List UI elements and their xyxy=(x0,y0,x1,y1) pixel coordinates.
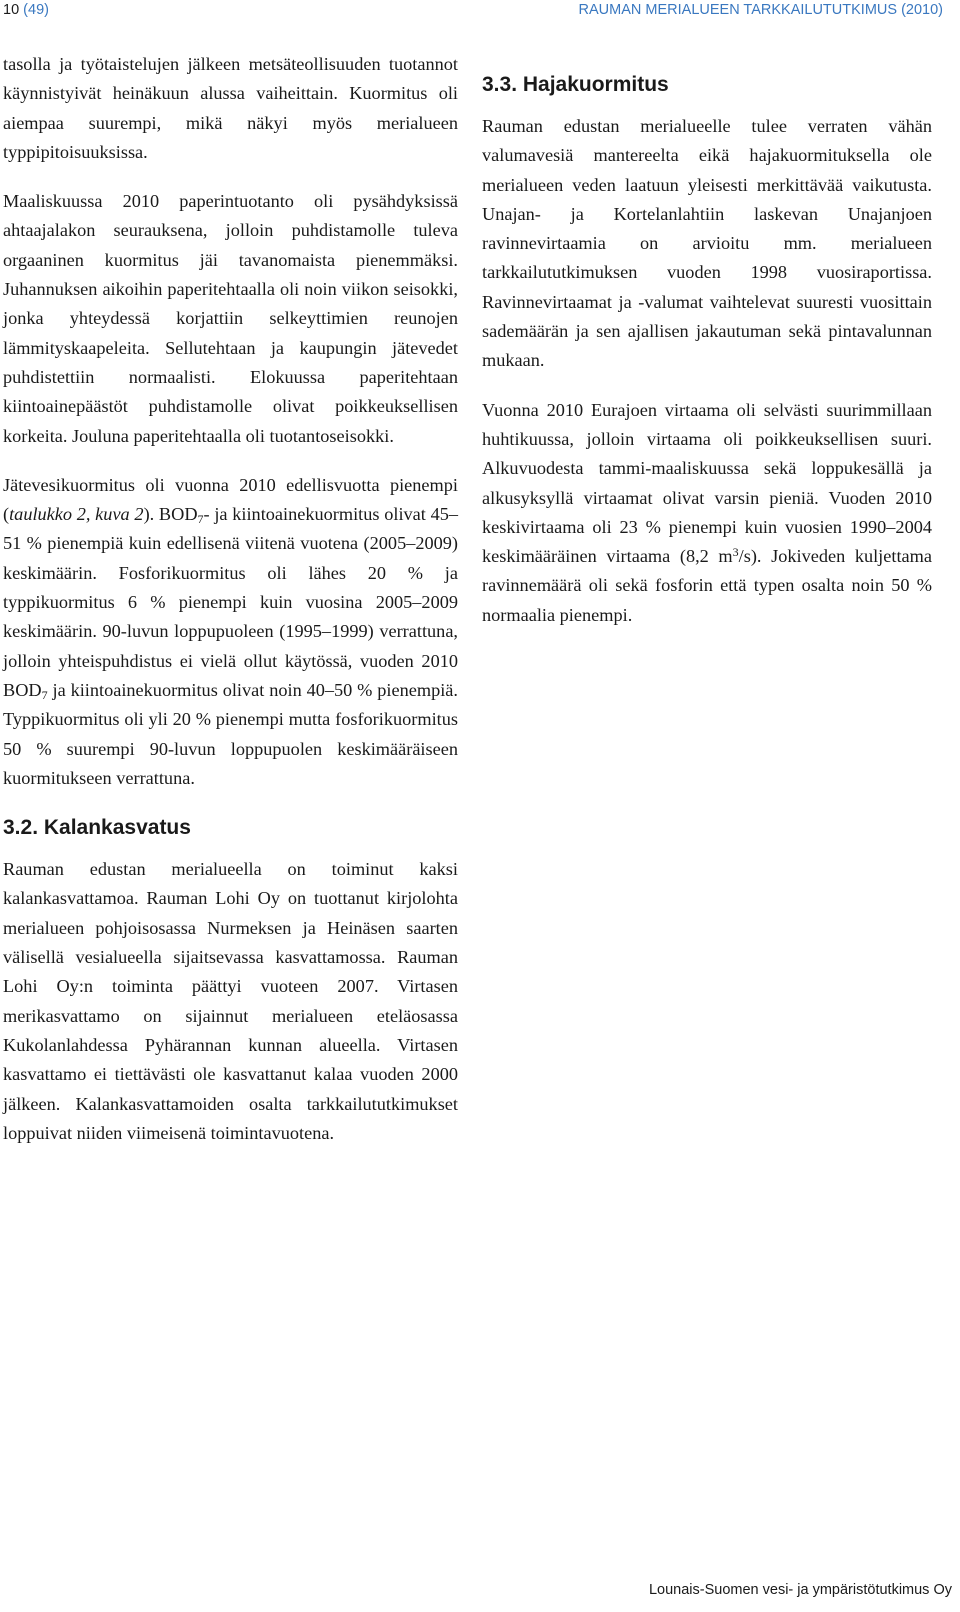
page-header xyxy=(0,2,950,26)
section-heading-fish-farming: 3.2. Kalankasvatus xyxy=(3,816,191,840)
paragraph-diffuse-load: Rauman edustan merialueelle tulee verraten vähän valumavesiä mantereelta eikä hajakuormituksella ole merialueen veden laatuun yleisesti merkittävää vaikutusta. Unajan- ja Kortelanlahtiin laskevan Unajanjoen ravinnevirtaamia on arvioitu mm. merialueen tarkkailututkimuksen vuoden 1998 vuosiraportissa. Ravinnevirtaamat ja -valumat vaihtelevat suuresti vuosittain sademäärän ja sen ajallisen jakautuman sekä pintavalunnan mukaan. xyxy=(482,116,932,371)
page-number-total: (49) xyxy=(23,2,49,18)
page-number-current: 10 xyxy=(3,2,20,18)
paragraph-wastewater-load: Jätevesikuormitus oli vuonna 2010 edellisvuotta pienempi (taulukko 2, kuva 2). $BOD_7-$ ja kiintoainekuormitus olivat 45–51 % pienempiä kuin edellisenä viitenä vuotena (2005–2009) keskimäärin. Fosforikuormitus oli lähes 20 % ja typpikuormitus 6 % pienempi kuin vuosina 2005–2009 keskimäärin. 90-luvun loppupuoleen (1995–1999) verrattuna, jolloin yhteispuhdistus ei vielä ollut käytössä, vuoden 2010 $BOD_7$ ja kiintoainekuormitus olivat noin 40–50 % pienempiä. Typpikuormitus oli yli 20 % pienempi mutta fosforikuormitus 50 % suurempi 90-luvun loppupuolen keskimääräiseen kuormitukseen verrattuna. xyxy=(3,474,458,788)
table-figure-reference: taulukko 2, kuva 2 xyxy=(9,504,144,525)
paragraph-continuation: tasolla ja työtaistelujen jälkeen metsäteollisuuden tuotannot käynnistyivät heinäkuun alussa vaiheittain. Kuormitus oli aiempaa suurempi, mikä näkyi myös merialueen typpipitoisuuksissa. xyxy=(3,54,458,162)
page-footer: Lounais-Suomen vesi- ja ympäristötutkimus Oy xyxy=(648,1582,952,1598)
paragraph-paper-production: Maaliskuussa 2010 paperintuotanto oli pysähdyksissä ahtaajalakon seurauksena, jolloin puhdistamolle tuleva orgaaninen kuormitus jäi tavanomaista pienemmäksi. Juhannuksen aikoihin paperitehtaalla oli noin viikon seisokki, jonka yhteydessä korjattiin selkeyttimien reunojen lämmityskaapeleita. Sellutehtaan ja kaupungin jätevedet puhdistettiin normaalisti. Elokuussa paperitehtaan kiintoainepäästöt puhdistamolle olivat poikkeuksellisen korkeita. Jouluna paperitehtaalla oli tuotantoseisokki. xyxy=(3,191,458,446)
page-number xyxy=(3,2,49,18)
paragraph-eurajoki-flow: Vuonna 2010 Eurajoen virtaama oli selvästi suurimmillaan huhtikuussa, jolloin virtaama oli poikkeuksellisen suuri. Alkuvuodesta tammi-maaliskuussa sekä loppukesällä ja alkusyksyllä virtaamat olivat varsin pieniä. Vuoden 2010 keskivirtaama oli 23 % pienempi kuin vuosien 1990–2004 keskimääräinen virtaama (8,2 $m^3/s$). Jokiveden kuljettama ravinnemäärä oli sekä fosforin että typen osalta noin 50 % normaalia pienempi. xyxy=(482,399,932,625)
right-column xyxy=(482,50,932,650)
paragraph-fish-farming: Rauman edustan merialueella on toiminut kaksi kalankasvattamoa. Rauman Lohi Oy on tuottanut kirjolohta merialueen pohjoisosassa Nurmeksen ja Heinäsen saarten välisellä vesialueella sijaitsevassa kasvattamossa. Rauman Lohi Oy:n toiminta päättyi vuoteen 2007. Virtasen merikasvattamo on sijainnut merialueen eteläosassa Kukolanlahdessa Pyhärannan kunnan alueella. Virtasen kasvattamo ei tiettävästi ole kasvattanut kalaa vuoden 2000 jälkeen. Kalankasvattamoiden osalta tarkkailututkimukset loppuivat niiden viimeisenä toimintavuotena. xyxy=(3,859,458,1143)
running-title: RAUMAN MERIALUEEN TARKKAILUTUTKIMUS (2010) xyxy=(578,2,943,18)
left-column xyxy=(3,50,458,1168)
section-heading-diffuse-load: 3.3. Hajakuormitus xyxy=(482,73,669,96)
